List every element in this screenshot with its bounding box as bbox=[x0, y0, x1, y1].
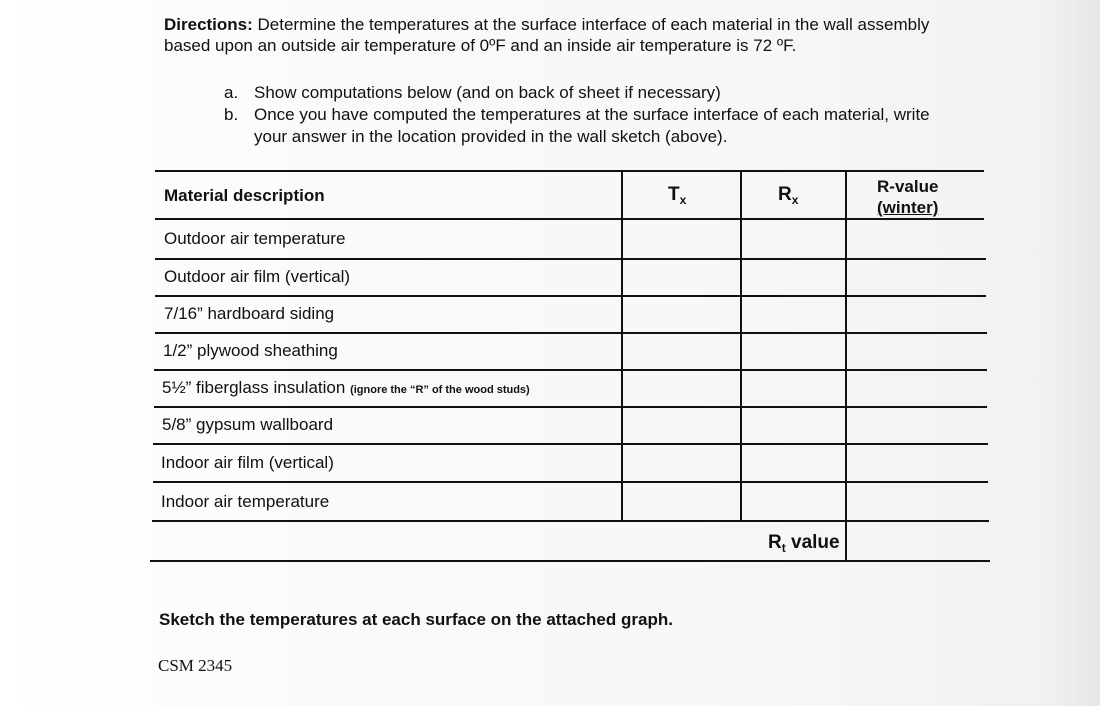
row-label-outdoor-air-temp: Outdoor air temperature bbox=[164, 229, 346, 248]
row-note: (ignore the “R” of the wood studs) bbox=[350, 384, 530, 396]
row-label-hardboard-siding: 7/16” hardboard siding bbox=[164, 304, 335, 323]
directions-list bbox=[224, 82, 964, 148]
header-rvalue-line2: (winter) bbox=[877, 198, 939, 217]
row-label-plywood-sheathing: 1/2” plywood sheathing bbox=[163, 341, 338, 360]
table-row-rule bbox=[155, 295, 986, 297]
header-rx bbox=[778, 184, 798, 206]
table-row-rule bbox=[155, 258, 986, 260]
table-header-rule bbox=[155, 218, 984, 220]
directions-item-b bbox=[224, 104, 964, 148]
row-label-gypsum-wallboard: 5/8” gypsum wallboard bbox=[162, 415, 334, 434]
directions-paragraph bbox=[164, 14, 974, 56]
table-column-rule bbox=[740, 170, 742, 522]
directions-text: Determine the temperatures at the surface interface of each material in the wall assembly based upon an outside air temperature of 0ºF and an inside air temperature is 72 ºF. bbox=[164, 15, 930, 55]
table-row-rule bbox=[155, 332, 987, 334]
header-rvalue-line1: R-value bbox=[877, 177, 939, 196]
table-row-rule bbox=[153, 443, 988, 445]
rt-value-label bbox=[768, 532, 840, 554]
header-material: Material description bbox=[164, 186, 325, 205]
table-row-rule bbox=[154, 369, 987, 371]
directions-label: Directions: bbox=[164, 15, 253, 34]
table-column-rule bbox=[621, 170, 623, 522]
row-label-text: 5½” fiberglass insulation bbox=[162, 378, 346, 397]
header-rx-sub: x bbox=[791, 193, 799, 207]
course-code: CSM 2345 bbox=[158, 656, 233, 675]
row-label-indoor-air-film: Indoor air film (vertical) bbox=[161, 453, 334, 472]
header-rx-main: R bbox=[778, 184, 792, 205]
graph-instruction: Sketch the temperatures at each surface on the attached graph. bbox=[159, 610, 673, 629]
page-edge-shadow bbox=[1040, 0, 1100, 706]
table-row-rule bbox=[154, 406, 987, 408]
rt-sub: t bbox=[781, 541, 786, 555]
list-marker: b. bbox=[224, 105, 239, 124]
list-marker: a. bbox=[224, 83, 239, 102]
row-label-fiberglass-insulation bbox=[162, 378, 530, 398]
table-top-rule bbox=[155, 170, 984, 172]
row-label-outdoor-air-film: Outdoor air film (vertical) bbox=[164, 267, 351, 286]
rt-main: R bbox=[768, 532, 782, 553]
list-item-text: Once you have computed the temperatures at the surface interface of each material, write your answer in the location provided in the wall sketch (above). bbox=[254, 105, 930, 146]
list-item-text: Show computations below (and on back of sheet if necessary) bbox=[254, 83, 721, 102]
row-label-indoor-air-temp: Indoor air temperature bbox=[161, 492, 330, 511]
table-bottom-rule bbox=[152, 520, 989, 522]
header-rvalue bbox=[877, 176, 938, 218]
total-row-rule bbox=[150, 560, 990, 562]
directions-item-a bbox=[224, 82, 964, 104]
header-tx-main: T bbox=[668, 184, 680, 205]
table-row-rule bbox=[153, 481, 988, 483]
rt-rest: value bbox=[785, 532, 840, 553]
header-tx bbox=[668, 184, 686, 206]
table-column-rule bbox=[845, 170, 847, 562]
header-tx-sub: x bbox=[679, 193, 687, 207]
